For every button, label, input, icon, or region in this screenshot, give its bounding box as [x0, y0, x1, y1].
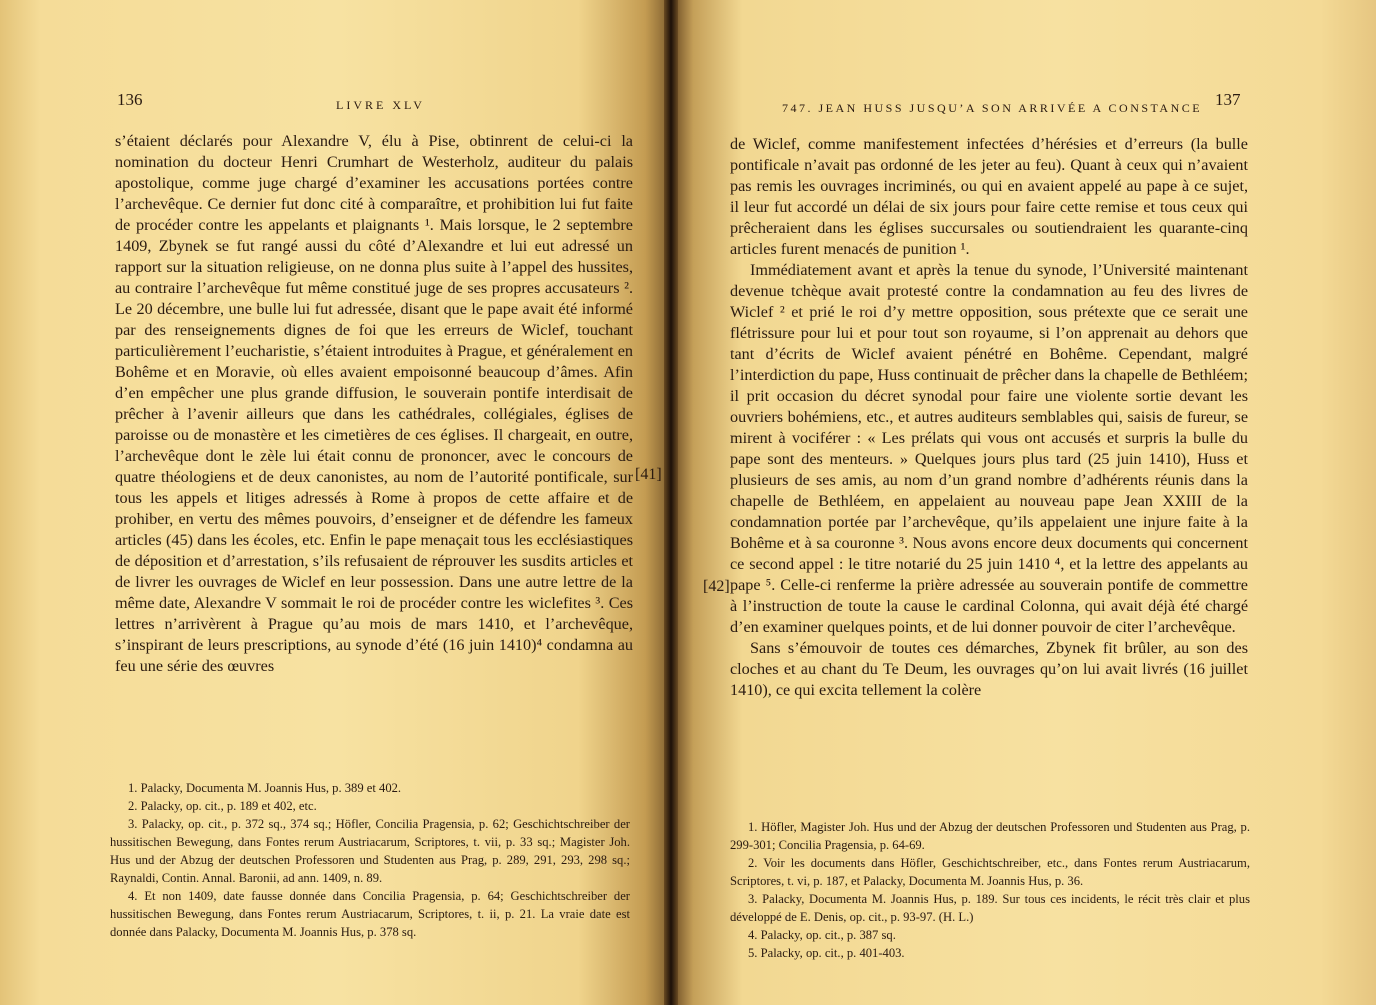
right-page — [672, 0, 1376, 1005]
running-head: 747. JEAN HUSS JUSQU’A SON ARRIVÉE A CONSTANCE — [782, 101, 1203, 115]
footnote: 3. Palacky, op. cit., p. 372 sq., 374 sq.; Höfler, Concilia Pragensia, p. 62; Geschichtschreiber der hussitischen Bewegung, dans Fontes rerum Austriacarum, Scriptores, t. vii, p. 33 sq.; Magister Joh. Hus und der Abzug der deutschen Professoren und Studenten aus Prag, p. 289, 291, 293, 298 sq.; Raynaldi, Contin. Annal. Baronii, ad ann. 1409, n. 89. — [110, 817, 630, 885]
paragraph: de Wiclef, comme manifestement infectées d’hérésies et d’erreurs (la bulle pontificale n’avait pas ordonné de les jeter au feu). Quant à ceux qui n’avaient pas remis les ouvrages incriminés, ou qui en avaient appelé au pape à ce sujet, il leur fut accordé un délai de six jours pour faire cette remise et tous ceux qui prêcheraient dans les églises succursales ou soutiendraient les quarante-cinq articles furent menacés de punition ¹. — [730, 135, 1248, 258]
paragraph: s’étaient déclarés pour Alexandre V, élu à Pise, obtinrent de celui-ci la nomination du docteur Henri Crumhart de Westerholz, auditeur du palais apostolique, comme juge chargé d’examiner les accusations portées contre l’archevêque. Ce dernier fut donc cité à comparaître, et prohibition lui fut faite de procéder contre les appelants et plaignants ¹. Mais lorsque, le 2 septembre 1409, Zbynek se fut rangé aussi du côté d’Alexandre et lui eut adressé un rapport sur la situation religieuse, on ne donna plus suite à l’appel des hussites, au contraire l’archevêque fut même constitué juge de ses propres accusateurs ². Le 20 décembre, une bulle lui fut adressée, disant que le pape avait été informé par des renseignements dignes de foi que les erreurs de Wiclef, touchant particulièrement l’eucharistie, s’étaient introduites à Prague, et généralement en Bohême et en Moravie, où elles avaient empoisonné beaucoup d’âmes. Afin d’en empêcher une plus grande diffusion, le souverain pontife interdisait de prêcher à l’avenir ailleurs que dans les cathédrales, collégiales, églises de paroisse ou de monastère et les cimetières de ces églises. Il chargeait, en outre, l’archevêque dont le zèle lui était connu de prononcer, avec le concours de quatre théologiens et de deux canonistes, au nom de l’autorité pontificale, sur tous les appels et litiges adressés à Rome à propos de cette affaire et de prohiber, en vertu des mêmes pouvoirs, d’enseigner et de défendre les fameux articles (45) dans les écoles, etc. Enfin le pape menaçait tous les ecclésiastiques de déposition et d’arrestation, s’ils refusaient de réprouver les susdits articles et de livrer les ouvrages de Wiclef en leur possession. Dans une autre lettre de la même date, Alexandre V sommait le roi de procéder contre les wiclefites ³. Ces lettres n’arrivèrent à Prague qu’au mois de mars 1410, et l’archevêque, s’inspirant de leurs prescriptions, au synode d’été (16 juin 1410)⁴ condamna au feu une série des œuvres — [115, 132, 633, 675]
footnote: 1. Höfler, Magister Joh. Hus und der Abzug der deutschen Professoren und Studenten aus Prag, p. 299-301; Concilia Pragensia, p. 64-69. — [730, 820, 1250, 852]
body-text — [730, 134, 1248, 701]
footnote: 2. Palacky, op. cit., p. 189 et 402, etc. — [128, 799, 317, 813]
paragraph: Sans s’émouvoir de toutes ces démarches, Zbynek fit brûler, au son des cloches et au chant du Te Deum, les ouvrages qu’on lui avait livrés (16 juillet 1410), ce qui excita tellement la colère — [730, 639, 1248, 699]
margin-marker: [41] — [635, 466, 662, 483]
footnotes — [730, 818, 1250, 962]
footnote: 4. Palacky, op. cit., p. 387 sq. — [748, 928, 896, 942]
page-number: 136 — [117, 90, 143, 109]
footnotes — [110, 779, 630, 941]
footnote: 2. Voir les documents dans Höfler, Geschichtschreiber, etc., dans Fontes rerum Austriacarum, Scriptores, t. vi, p. 187, et Palacky, Documenta M. Joannis Hus, p. 36. — [730, 856, 1250, 888]
page-number: 137 — [1215, 90, 1241, 109]
footnote: 1. Palacky, Documenta M. Joannis Hus, p. 389 et 402. — [128, 781, 402, 795]
paragraph: Immédiatement avant et après la tenue du synode, l’Université maintenant devenue tchèque avait protesté contre la condamnation au feu des livres de Wiclef ² et prié le roi d’y mettre opposition, sous prétexte que ce serait une flétrissure pour lui et pour tout son royaume, si l’on apprenait au dehors que tant d’écrits de Wiclef avaient pénétré en Bohême. Cependant, malgré l’interdiction du pape, Huss continuait de prêcher dans la chapelle de Bethléem; il prit occasion du décret synodal pour faire une violente sortie devant les ouvriers bohémiens, etc., et autres auditeurs semblables qui, saisis de fureur, se mirent à vociférer : « Les prélats qui vous ont accusés et surpris la bulle du pape sont des menteurs. » Quelques jours plus tard (25 juin 1410), Huss et plusieurs de ses amis, au nom d’un grand nombre d’adhérents réunis dans la chapelle de Bethléem, en appelaient au nouveau pape Jean XXIII de la condamnation portée par l’archevêque, qu’ils appelaient une injure faite à la Bohême et à sa couronne ³. Nous avons encore deux documents qui concernent ce second appel : le titre notarié du 25 juin 1410 ⁴, et la lettre des appelants au pape ⁵. Celle-ci renferme la prière adressée au souverain pontife de commettre à l’instruction de toute la cause le cardinal Colonna, qui avait déjà été chargé d’en examiner quelques points, et de lui donner pouvoir de citer l’archevêque. — [730, 261, 1248, 636]
footnote: 4. Et non 1409, date fausse donnée dans Concilia Pragensia, p. 64; Geschichtschreiber der hussitischen Bewegung, dans Fontes rerum Austriacarum, Scriptores, t. ii, p. 21. La vraie date est donnée dans Palacky, Documenta M. Joannis Hus, p. 378 sq. — [110, 889, 630, 939]
running-head: LIVRE XLV — [336, 98, 425, 112]
book-gutter — [664, 0, 678, 1005]
footnote: 3. Palacky, Documenta M. Joannis Hus, p. 189. Sur tous ces incidents, le récit très clair et plus développé de E. Denis, op. cit., p. 93-97. (H. L.) — [730, 892, 1250, 924]
footnote: 5. Palacky, op. cit., p. 401-403. — [748, 946, 905, 960]
left-page — [0, 0, 672, 1005]
margin-marker: [42] — [703, 578, 730, 595]
body-text — [115, 131, 633, 677]
